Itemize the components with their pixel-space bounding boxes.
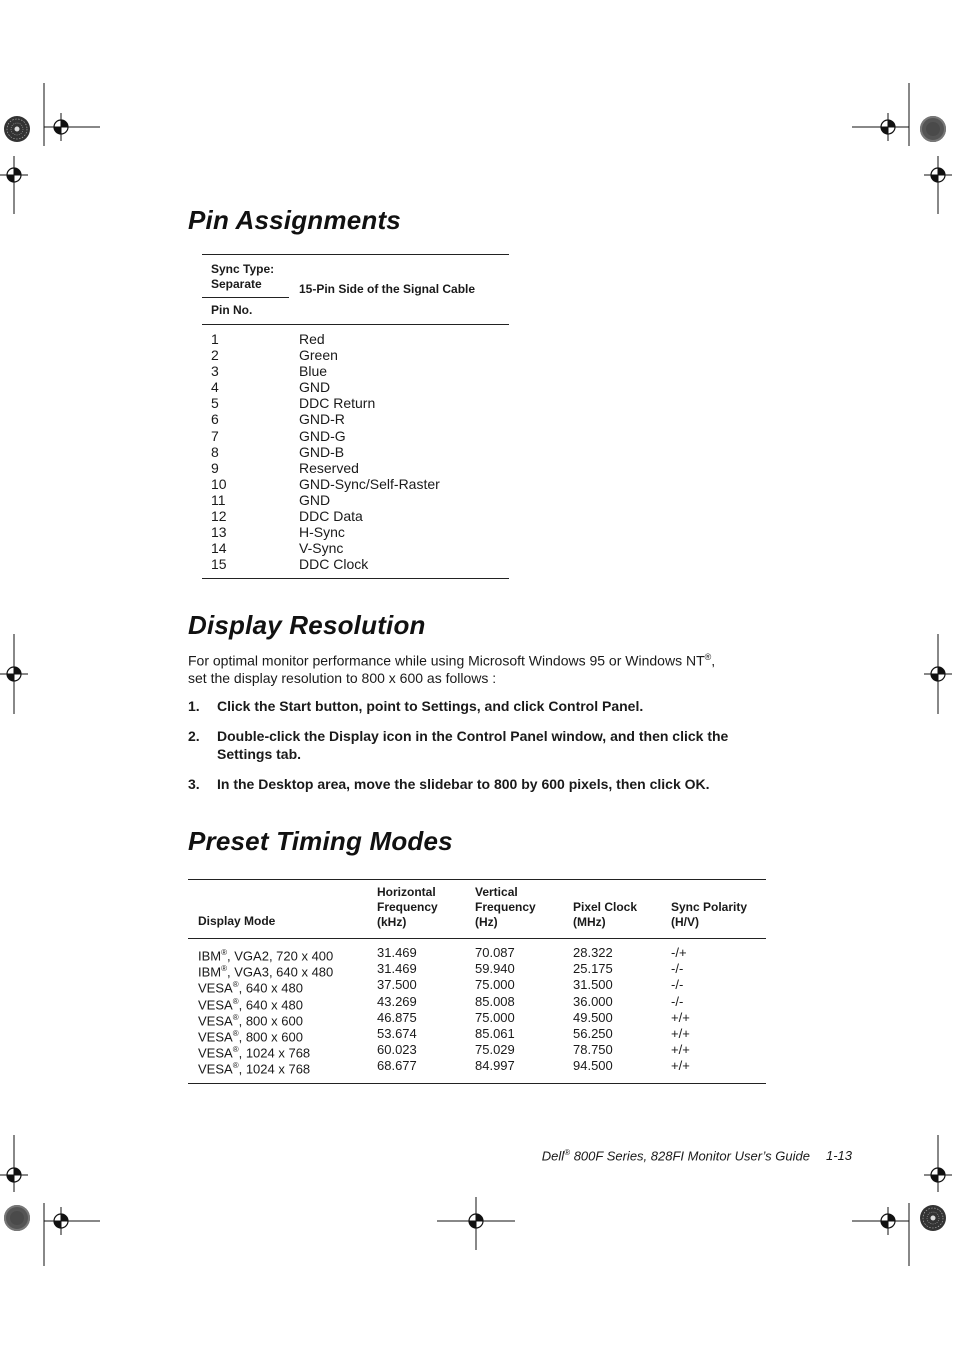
- registered-mark: ®: [704, 652, 712, 662]
- horizontal-frequency: 31.469: [377, 961, 417, 977]
- pin-number: 5: [211, 395, 219, 412]
- display-mode: IBM®, VGA3, 640 x 480: [198, 964, 334, 980]
- pin-number: 12: [211, 508, 227, 525]
- heading-display-resolution: Display Resolution: [188, 610, 426, 640]
- pin-signal: Blue: [299, 363, 328, 380]
- display-mode: IBM®, VGA2, 720 x 400: [198, 948, 334, 964]
- sync-polarity: -/+: [671, 945, 687, 960]
- timing-rows: [188, 939, 766, 1084]
- pin-number: 15: [211, 556, 227, 573]
- pin-row: [202, 395, 509, 411]
- sync-polarity: +/+: [671, 1009, 690, 1025]
- heading-pin-assignments: Pin Assignments: [188, 205, 401, 235]
- step-text: Click the Start button, point to Settings, and click Control Panel.: [217, 698, 644, 714]
- pin-number: 4: [211, 379, 219, 396]
- pin-number: 1: [211, 331, 219, 347]
- pin-row: [202, 524, 509, 540]
- display-mode: VESA®, 1024 x 768: [198, 1061, 311, 1077]
- vertical-frequency: 85.061: [475, 1025, 515, 1041]
- display-mode: VESA®, 800 x 600: [198, 1012, 303, 1029]
- timing-modes-table: [188, 879, 766, 1084]
- horizontal-frequency: 37.500: [377, 977, 417, 993]
- pin-no-header: Pin No.: [211, 303, 253, 317]
- pin-signal: GND-R: [299, 411, 345, 428]
- header-display-mode: Display Mode: [198, 914, 276, 928]
- sync-polarity: -/-: [671, 961, 684, 977]
- pin-row: [202, 444, 509, 460]
- page-footer: [542, 1148, 852, 1163]
- pin-signal: DDC Data: [299, 508, 363, 525]
- pin-signal: DDC Clock: [299, 556, 369, 573]
- pin-number: 6: [211, 411, 219, 428]
- pixel-clock: 94.500: [573, 1058, 613, 1074]
- pixel-clock: 49.500: [573, 1009, 613, 1025]
- display-mode: VESA®, 640 x 480: [198, 980, 303, 996]
- pin-signal: Reserved: [299, 459, 359, 476]
- timing-row: [188, 977, 766, 996]
- heading-preset-timing-modes: Preset Timing Modes: [188, 826, 453, 856]
- pin-number: 10: [211, 475, 227, 492]
- step-text: Double-click the Display icon in the Control Panel window, and then click the Settings tab.: [217, 728, 729, 762]
- intro-text-2: set the display resolution to 800 x 600 as follows :: [188, 669, 497, 686]
- pin-row: [202, 411, 509, 427]
- header-pixel-clock: Pixel Clock (MHz): [573, 900, 638, 929]
- vertical-frequency: 84.997: [475, 1058, 515, 1074]
- pin-signal: DDC Return: [299, 395, 376, 412]
- timing-row: [188, 1009, 766, 1029]
- vertical-frequency: 85.008: [475, 993, 515, 1009]
- pin-number: 9: [211, 459, 219, 476]
- pin-signal: Green: [299, 347, 338, 364]
- header-horizontal-frequency: Horizontal Frequency (kHz): [377, 885, 438, 929]
- pin-signal: H-Sync: [299, 524, 345, 541]
- intro-text: For optimal monitor performance while using Microsoft Windows 95 or Windows NT: [188, 652, 705, 669]
- display-mode: VESA®, 640 x 480: [198, 996, 303, 1012]
- pixel-clock: 78.750: [573, 1042, 613, 1058]
- timing-row: [188, 961, 766, 980]
- pin-number: 11: [211, 491, 226, 508]
- display-mode: VESA®, 800 x 600: [198, 1028, 303, 1045]
- horizontal-frequency: 43.269: [377, 993, 417, 1009]
- pin-number: 7: [211, 427, 219, 444]
- pin-signal: Red: [299, 331, 325, 347]
- timing-header: [188, 879, 766, 939]
- step-number: 1.: [188, 698, 200, 714]
- separate-label: Separate: [211, 277, 262, 291]
- sync-polarity: -/-: [671, 993, 684, 1009]
- timing-row: [188, 994, 766, 1010]
- horizontal-frequency: 53.674: [377, 1025, 417, 1041]
- sync-type-label: Sync Type:: [211, 262, 275, 276]
- pixel-clock: 56.250: [573, 1025, 613, 1041]
- vertical-frequency: 70.087: [475, 945, 515, 960]
- vertical-frequency: 75.029: [475, 1042, 515, 1058]
- footer-title: 800F Series, 828FI Monitor User’s Guide: [570, 1148, 810, 1164]
- pin-number: 14: [211, 540, 227, 557]
- pin-assignment-table: [202, 254, 509, 579]
- sync-polarity: +/+: [671, 1025, 690, 1041]
- pin-row: [202, 492, 509, 508]
- pin-row: [202, 379, 509, 395]
- vertical-frequency: 75.000: [475, 977, 515, 993]
- step-number: 3.: [188, 776, 200, 792]
- pixel-clock: 36.000: [573, 993, 613, 1009]
- pixel-clock: 25.175: [573, 961, 613, 977]
- pixel-clock: 28.322: [573, 945, 613, 960]
- display-mode: VESA®, 1024 x 768: [198, 1045, 311, 1061]
- pin-row: [202, 331, 509, 347]
- step-text: In the Desktop area, move the slidebar to 800 by 600 pixels, then click OK.: [217, 776, 710, 792]
- pin-rows: [202, 325, 509, 578]
- pin-signal: GND-Sync/Self-Raster: [299, 475, 440, 492]
- pin-row: [202, 508, 509, 524]
- vertical-frequency: 59.940: [475, 961, 515, 977]
- intro-comma: ,: [711, 652, 716, 669]
- timing-row: [188, 1025, 766, 1045]
- sync-polarity: -/-: [671, 977, 684, 993]
- sync-polarity: +/+: [671, 1042, 690, 1058]
- signal-header: 15-Pin Side of the Signal Cable: [299, 282, 476, 296]
- page-number: 1-13: [825, 1148, 852, 1164]
- pin-row: [202, 476, 509, 492]
- timing-row: [188, 945, 766, 964]
- sync-polarity: +/+: [671, 1058, 690, 1074]
- pin-row: [202, 363, 509, 379]
- pin-signal: GND-B: [299, 443, 345, 460]
- horizontal-frequency: 60.023: [377, 1042, 417, 1058]
- pin-row: [202, 556, 509, 572]
- horizontal-frequency: 31.469: [377, 945, 417, 960]
- header-vertical-frequency: Vertical Frequency (Hz): [475, 885, 536, 929]
- pixel-clock: 31.500: [573, 977, 613, 993]
- footer-registered-mark: ®: [564, 1148, 571, 1157]
- horizontal-frequency: 46.875: [377, 1009, 417, 1025]
- footer-brand: Dell: [541, 1148, 565, 1164]
- pin-number: 13: [211, 524, 227, 541]
- pin-signal: GND: [299, 379, 331, 396]
- pin-row: [202, 540, 509, 556]
- pin-number: 8: [211, 443, 219, 460]
- pin-signal: V-Sync: [299, 540, 344, 557]
- pin-row: [202, 460, 509, 476]
- display-intro: [188, 649, 768, 687]
- vertical-frequency: 75.000: [475, 1009, 515, 1025]
- timing-row: [188, 1042, 766, 1061]
- pin-row: [202, 347, 509, 363]
- header-sync-polarity: Sync Polarity (H/V): [671, 900, 748, 929]
- horizontal-frequency: 68.677: [377, 1058, 417, 1074]
- pin-signal: GND-G: [299, 427, 346, 444]
- pin-number: 2: [211, 347, 219, 364]
- pin-number: 3: [211, 363, 219, 380]
- timing-row: [188, 1058, 766, 1077]
- step-number: 2.: [188, 728, 200, 744]
- pin-row: [202, 428, 509, 444]
- pin-signal: GND: [299, 491, 331, 508]
